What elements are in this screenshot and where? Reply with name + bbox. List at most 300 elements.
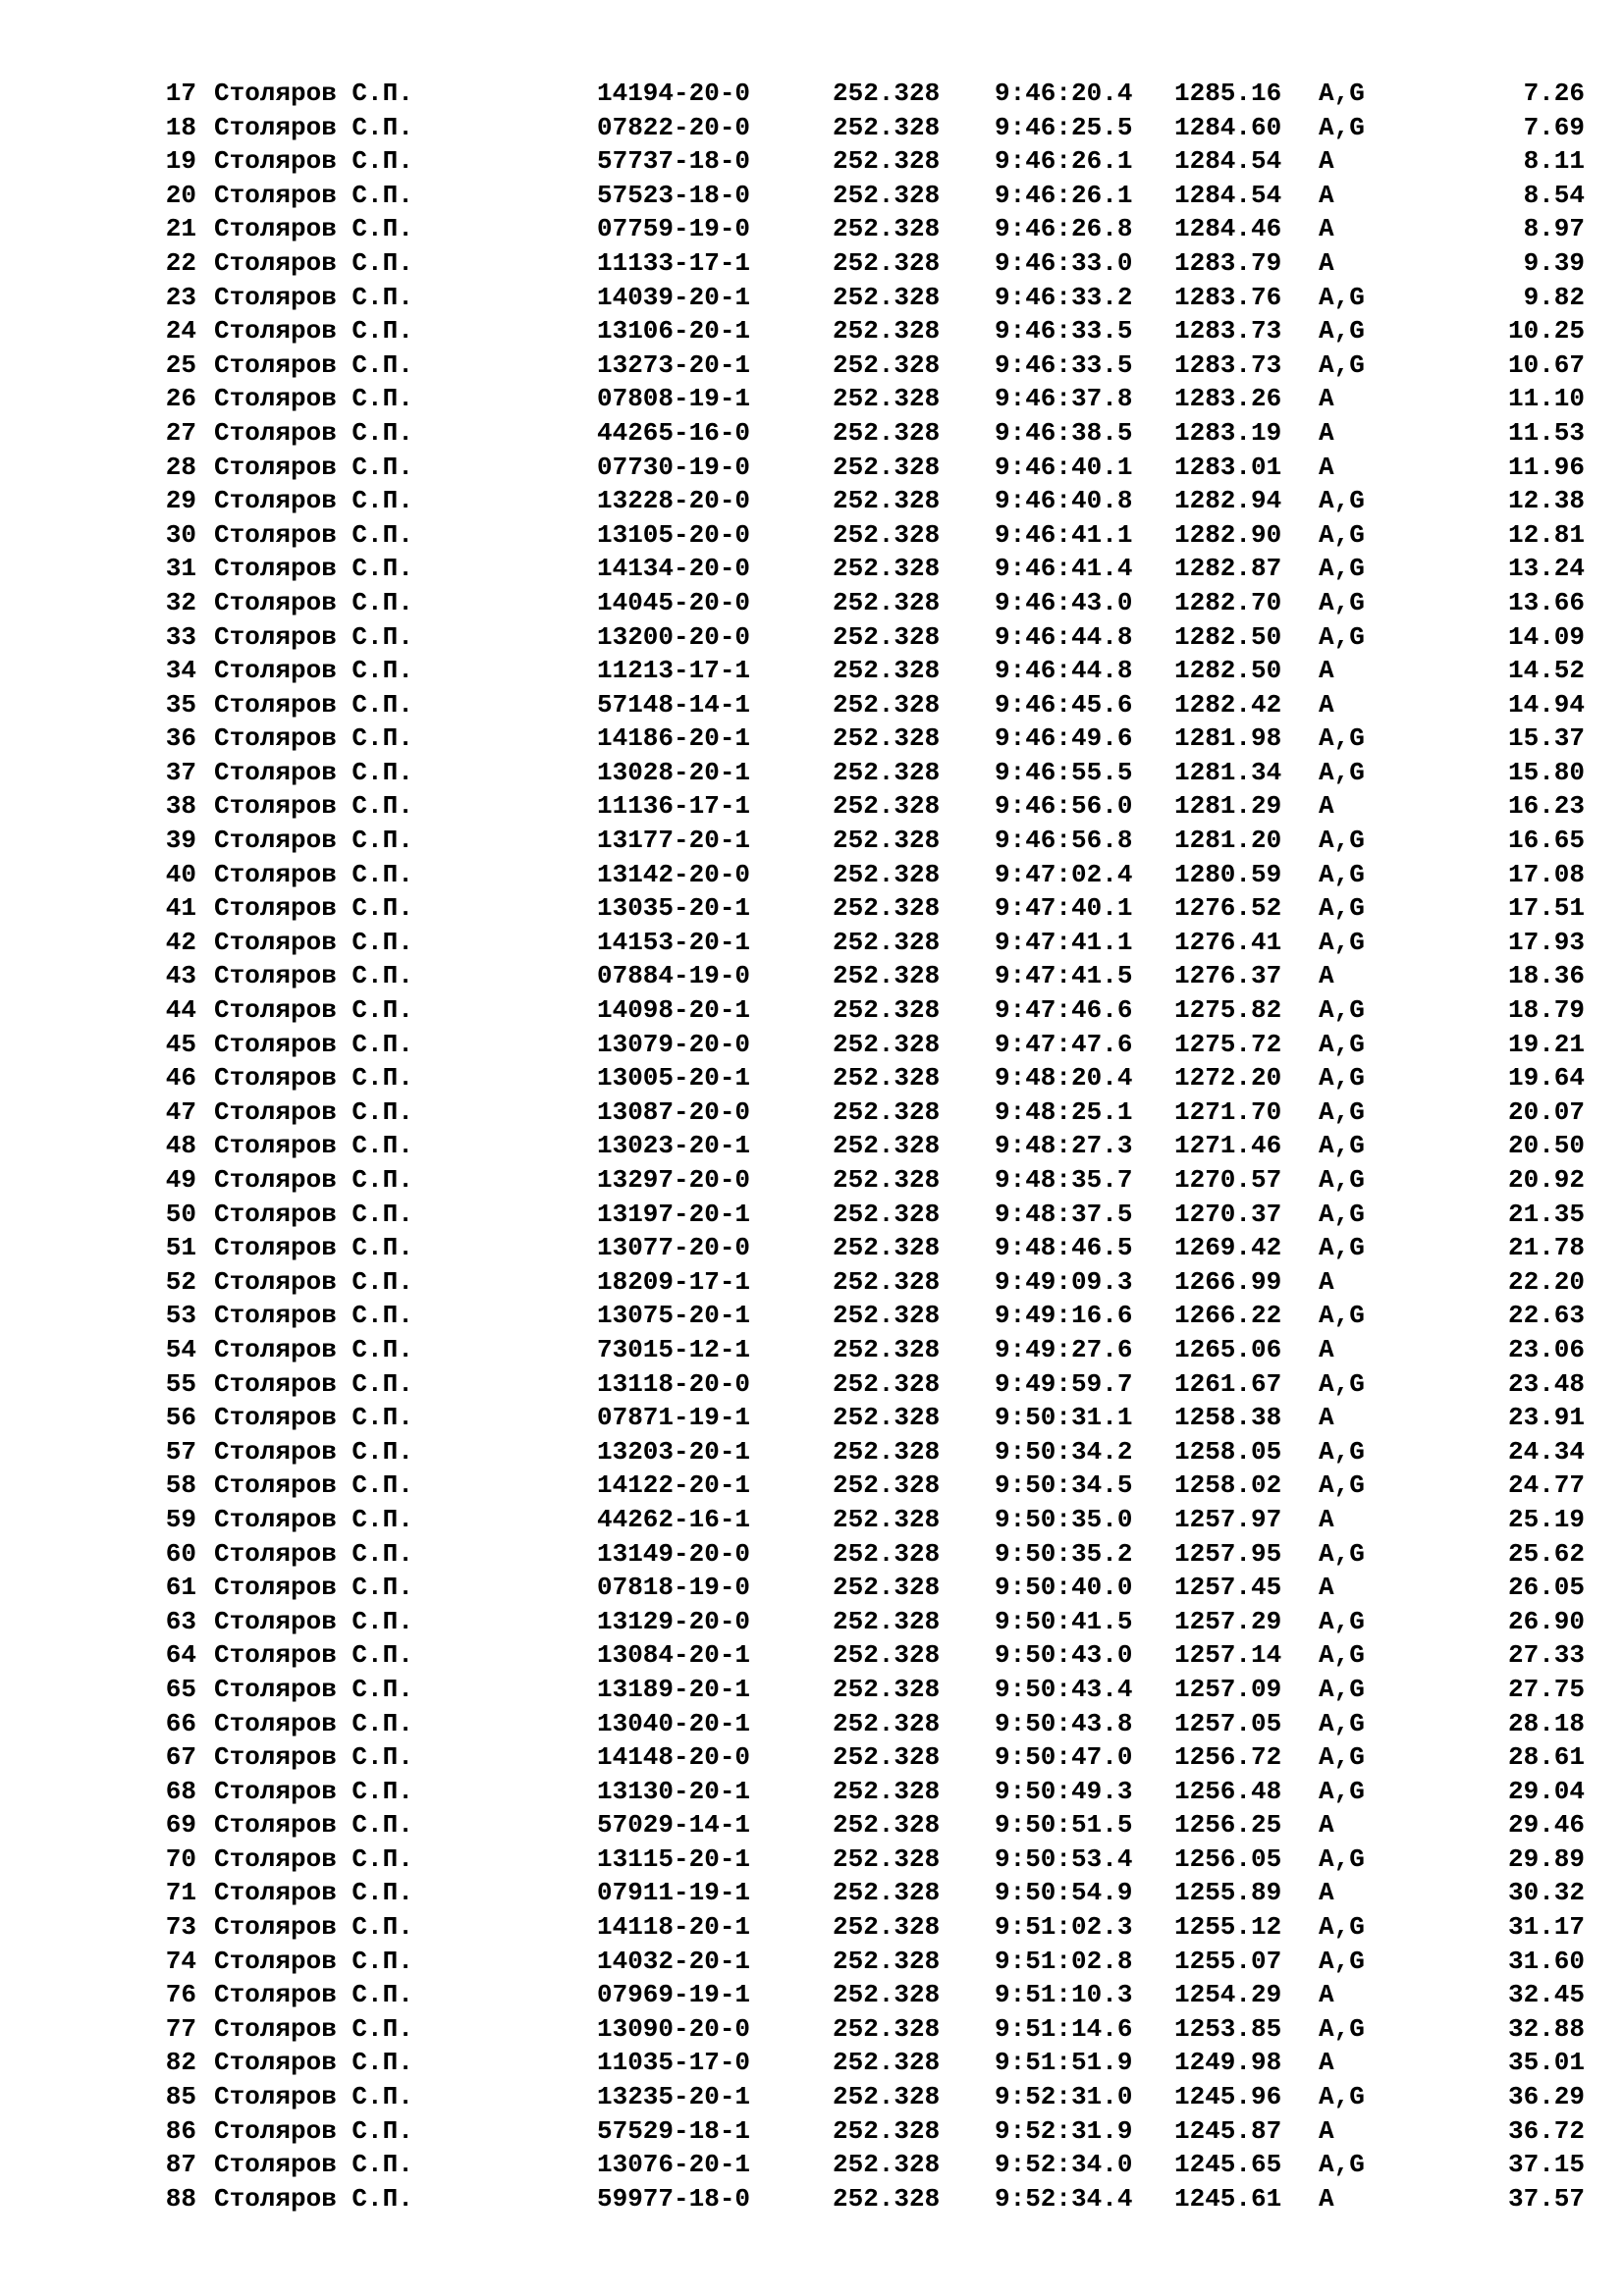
table-row bbox=[0, 1775, 1624, 1809]
points-cell: 28.61 bbox=[1507, 1742, 1585, 1773]
ring-number-cell: 57148-14-1 bbox=[597, 689, 751, 720]
name-cell: Столяров С.П. bbox=[214, 961, 413, 991]
place-cell: 47 bbox=[165, 1096, 196, 1127]
arrival-time-cell: 9:46:40.8 bbox=[995, 486, 1133, 516]
arrival-time-cell: 9:46:33.5 bbox=[995, 316, 1133, 347]
points-cell: 8.11 bbox=[1523, 146, 1585, 177]
name-cell: Столяров С.П. bbox=[214, 1199, 413, 1229]
speed-cell: 1270.57 bbox=[1174, 1165, 1282, 1195]
ring-number-cell: 11035-17-0 bbox=[597, 2048, 751, 2078]
flags-cell: A,G bbox=[1319, 349, 1365, 380]
place-cell: 43 bbox=[165, 961, 196, 991]
place-cell: 51 bbox=[165, 1233, 196, 1263]
place-cell: 20 bbox=[165, 180, 196, 210]
distance-cell: 252.328 bbox=[833, 1403, 941, 1433]
name-cell: Столяров С.П. bbox=[214, 1334, 413, 1364]
points-cell: 25.19 bbox=[1507, 1504, 1585, 1534]
name-cell: Столяров С.П. bbox=[214, 1708, 413, 1738]
points-cell: 21.35 bbox=[1507, 1199, 1585, 1229]
speed-cell: 1276.41 bbox=[1174, 927, 1282, 957]
place-cell: 64 bbox=[165, 1640, 196, 1671]
points-cell: 32.45 bbox=[1507, 1980, 1585, 2010]
arrival-time-cell: 9:50:43.0 bbox=[995, 1640, 1133, 1671]
ring-number-cell: 13235-20-1 bbox=[597, 2082, 751, 2112]
ring-number-cell: 13028-20-1 bbox=[597, 757, 751, 787]
flags-cell: A bbox=[1319, 2048, 1334, 2078]
name-cell: Столяров С.П. bbox=[214, 2013, 413, 2044]
place-cell: 65 bbox=[165, 1674, 196, 1704]
arrival-time-cell: 9:46:20.4 bbox=[995, 79, 1133, 108]
name-cell: Столяров С.П. bbox=[214, 1843, 413, 1874]
flags-cell: A,G bbox=[1319, 1233, 1365, 1263]
place-cell: 59 bbox=[165, 1504, 196, 1534]
place-cell: 25 bbox=[165, 349, 196, 380]
ring-number-cell: 07808-19-1 bbox=[597, 384, 751, 414]
distance-cell: 252.328 bbox=[833, 1606, 941, 1636]
name-cell: Столяров С.П. bbox=[214, 1233, 413, 1263]
name-cell: Столяров С.П. bbox=[214, 723, 413, 754]
points-cell: 26.90 bbox=[1507, 1606, 1585, 1636]
distance-cell: 252.328 bbox=[833, 417, 941, 448]
points-cell: 17.08 bbox=[1507, 859, 1585, 889]
ring-number-cell: 13090-20-0 bbox=[597, 2013, 751, 2044]
ring-number-cell: 44265-16-0 bbox=[597, 417, 751, 448]
name-cell: Столяров С.П. bbox=[214, 859, 413, 889]
ring-number-cell: 13197-20-1 bbox=[597, 1199, 751, 1229]
speed-cell: 1282.87 bbox=[1174, 554, 1282, 584]
distance-cell: 252.328 bbox=[833, 826, 941, 856]
ring-number-cell: 13130-20-1 bbox=[597, 1776, 751, 1806]
flags-cell: A bbox=[1319, 146, 1334, 177]
place-cell: 87 bbox=[165, 2150, 196, 2180]
distance-cell: 252.328 bbox=[833, 1538, 941, 1569]
table-row bbox=[0, 1265, 1624, 1300]
points-cell: 24.77 bbox=[1507, 1470, 1585, 1501]
ring-number-cell: 07884-19-0 bbox=[597, 961, 751, 991]
points-cell: 24.34 bbox=[1507, 1436, 1585, 1467]
place-cell: 39 bbox=[165, 826, 196, 856]
ring-number-cell: 59977-18-0 bbox=[597, 2183, 751, 2214]
flags-cell: A bbox=[1319, 1403, 1334, 1433]
distance-cell: 252.328 bbox=[833, 859, 941, 889]
arrival-time-cell: 9:50:41.5 bbox=[995, 1606, 1133, 1636]
arrival-time-cell: 9:46:49.6 bbox=[995, 723, 1133, 754]
flags-cell: A,G bbox=[1319, 1946, 1365, 1976]
table-row bbox=[0, 246, 1624, 281]
arrival-time-cell: 9:50:53.4 bbox=[995, 1843, 1133, 1874]
speed-cell: 1258.02 bbox=[1174, 1470, 1282, 1501]
name-cell: Столяров С.П. bbox=[214, 1538, 413, 1569]
name-cell: Столяров С.П. bbox=[214, 995, 413, 1026]
points-cell: 27.75 bbox=[1507, 1674, 1585, 1704]
distance-cell: 252.328 bbox=[833, 112, 941, 142]
speed-cell: 1257.14 bbox=[1174, 1640, 1282, 1671]
ring-number-cell: 13203-20-1 bbox=[597, 1436, 751, 1467]
place-cell: 18 bbox=[165, 112, 196, 142]
table-row bbox=[0, 1401, 1624, 1435]
table-row bbox=[0, 2148, 1624, 2182]
arrival-time-cell: 9:46:33.2 bbox=[995, 282, 1133, 312]
name-cell: Столяров С.П. bbox=[214, 791, 413, 822]
table-row bbox=[0, 348, 1624, 383]
flags-cell: A,G bbox=[1319, 1029, 1365, 1059]
ring-number-cell: 14098-20-1 bbox=[597, 995, 751, 1026]
name-cell: Столяров С.П. bbox=[214, 757, 413, 787]
name-cell: Столяров С.П. bbox=[214, 247, 413, 278]
distance-cell: 252.328 bbox=[833, 723, 941, 754]
speed-cell: 1265.06 bbox=[1174, 1334, 1282, 1364]
place-cell: 86 bbox=[165, 2115, 196, 2146]
points-cell: 19.64 bbox=[1507, 1063, 1585, 1094]
distance-cell: 252.328 bbox=[833, 791, 941, 822]
distance-cell: 252.328 bbox=[833, 2082, 941, 2112]
table-row bbox=[0, 1061, 1624, 1095]
distance-cell: 252.328 bbox=[833, 2183, 941, 2214]
points-cell: 27.33 bbox=[1507, 1640, 1585, 1671]
distance-cell: 252.328 bbox=[833, 1504, 941, 1534]
distance-cell: 252.328 bbox=[833, 452, 941, 482]
points-cell: 29.46 bbox=[1507, 1810, 1585, 1841]
points-cell: 13.24 bbox=[1507, 554, 1585, 584]
table-row bbox=[0, 382, 1624, 416]
arrival-time-cell: 9:51:14.6 bbox=[995, 2013, 1133, 2044]
arrival-time-cell: 9:50:43.8 bbox=[995, 1708, 1133, 1738]
flags-cell: A,G bbox=[1319, 1470, 1365, 1501]
speed-cell: 1284.54 bbox=[1174, 180, 1282, 210]
flags-cell: A,G bbox=[1319, 554, 1365, 584]
flags-cell: A,G bbox=[1319, 112, 1365, 142]
points-cell: 21.78 bbox=[1507, 1233, 1585, 1263]
place-cell: 42 bbox=[165, 927, 196, 957]
distance-cell: 252.328 bbox=[833, 2115, 941, 2146]
arrival-time-cell: 9:46:44.8 bbox=[995, 621, 1133, 652]
points-cell: 37.15 bbox=[1507, 2150, 1585, 2180]
arrival-time-cell: 9:51:10.3 bbox=[995, 1980, 1133, 2010]
table-row bbox=[0, 721, 1624, 756]
place-cell: 57 bbox=[165, 1436, 196, 1467]
name-cell: Столяров С.П. bbox=[214, 2150, 413, 2180]
ring-number-cell: 13040-20-1 bbox=[597, 1708, 751, 1738]
name-cell: Столяров С.П. bbox=[214, 1096, 413, 1127]
ring-number-cell: 57737-18-0 bbox=[597, 146, 751, 177]
place-cell: 85 bbox=[165, 2082, 196, 2112]
speed-cell: 1245.87 bbox=[1174, 2115, 1282, 2146]
name-cell: Столяров С.П. bbox=[214, 554, 413, 584]
place-cell: 40 bbox=[165, 859, 196, 889]
table-row bbox=[0, 179, 1624, 213]
name-cell: Столяров С.П. bbox=[214, 1946, 413, 1976]
name-cell: Столяров С.П. bbox=[214, 282, 413, 312]
arrival-time-cell: 9:50:35.2 bbox=[995, 1538, 1133, 1569]
arrival-time-cell: 9:48:20.4 bbox=[995, 1063, 1133, 1094]
distance-cell: 252.328 bbox=[833, 146, 941, 177]
ring-number-cell: 13075-20-1 bbox=[597, 1301, 751, 1331]
speed-cell: 1283.76 bbox=[1174, 282, 1282, 312]
ring-number-cell: 14134-20-0 bbox=[597, 554, 751, 584]
place-cell: 44 bbox=[165, 995, 196, 1026]
table-row bbox=[0, 281, 1624, 315]
table-row bbox=[0, 1129, 1624, 1163]
ring-number-cell: 13115-20-1 bbox=[597, 1843, 751, 1874]
name-cell: Столяров С.П. bbox=[214, 1606, 413, 1636]
table-row bbox=[0, 1740, 1624, 1775]
table-row bbox=[0, 858, 1624, 892]
points-cell: 37.57 bbox=[1507, 2183, 1585, 2214]
speed-cell: 1271.70 bbox=[1174, 1096, 1282, 1127]
arrival-time-cell: 9:47:41.1 bbox=[995, 927, 1133, 957]
speed-cell: 1269.42 bbox=[1174, 1233, 1282, 1263]
place-cell: 31 bbox=[165, 554, 196, 584]
name-cell: Столяров С.П. bbox=[214, 452, 413, 482]
arrival-time-cell: 9:52:31.9 bbox=[995, 2115, 1133, 2146]
speed-cell: 1281.20 bbox=[1174, 826, 1282, 856]
table-row bbox=[0, 1605, 1624, 1639]
points-cell: 17.93 bbox=[1507, 927, 1585, 957]
place-cell: 37 bbox=[165, 757, 196, 787]
flags-cell: A,G bbox=[1319, 1742, 1365, 1773]
flags-cell: A bbox=[1319, 2183, 1334, 2214]
distance-cell: 252.328 bbox=[833, 893, 941, 924]
points-cell: 32.88 bbox=[1507, 2013, 1585, 2044]
place-cell: 21 bbox=[165, 214, 196, 244]
points-cell: 9.82 bbox=[1523, 282, 1585, 312]
flags-cell: A bbox=[1319, 656, 1334, 686]
speed-cell: 1261.67 bbox=[1174, 1368, 1282, 1399]
place-cell: 67 bbox=[165, 1742, 196, 1773]
name-cell: Столяров С.П. bbox=[214, 316, 413, 347]
flags-cell: A,G bbox=[1319, 757, 1365, 787]
name-cell: Столяров С.П. bbox=[214, 79, 413, 108]
place-cell: 53 bbox=[165, 1301, 196, 1331]
points-cell: 15.80 bbox=[1507, 757, 1585, 787]
points-cell: 7.69 bbox=[1523, 112, 1585, 142]
table-row bbox=[0, 1468, 1624, 1503]
speed-cell: 1249.98 bbox=[1174, 2048, 1282, 2078]
place-cell: 29 bbox=[165, 486, 196, 516]
speed-cell: 1283.26 bbox=[1174, 384, 1282, 414]
ring-number-cell: 07730-19-0 bbox=[597, 452, 751, 482]
distance-cell: 252.328 bbox=[833, 656, 941, 686]
table-row bbox=[0, 1707, 1624, 1741]
distance-cell: 252.328 bbox=[833, 757, 941, 787]
points-cell: 29.89 bbox=[1507, 1843, 1585, 1874]
speed-cell: 1272.20 bbox=[1174, 1063, 1282, 1094]
table-row bbox=[0, 1163, 1624, 1198]
place-cell: 73 bbox=[165, 1912, 196, 1943]
flags-cell: A,G bbox=[1319, 1131, 1365, 1161]
arrival-time-cell: 9:46:41.4 bbox=[995, 554, 1133, 584]
name-cell: Столяров С.П. bbox=[214, 1810, 413, 1841]
distance-cell: 252.328 bbox=[833, 316, 941, 347]
arrival-time-cell: 9:46:38.5 bbox=[995, 417, 1133, 448]
distance-cell: 252.328 bbox=[833, 2048, 941, 2078]
name-cell: Столяров С.П. bbox=[214, 384, 413, 414]
name-cell: Столяров С.П. bbox=[214, 1436, 413, 1467]
table-row bbox=[0, 2114, 1624, 2149]
distance-cell: 252.328 bbox=[833, 1063, 941, 1094]
distance-cell: 252.328 bbox=[833, 689, 941, 720]
arrival-time-cell: 9:47:02.4 bbox=[995, 859, 1133, 889]
ring-number-cell: 13079-20-0 bbox=[597, 1029, 751, 1059]
distance-cell: 252.328 bbox=[833, 1096, 941, 1127]
distance-cell: 252.328 bbox=[833, 621, 941, 652]
table-row bbox=[0, 824, 1624, 858]
points-cell: 7.26 bbox=[1523, 79, 1585, 108]
speed-cell: 1282.90 bbox=[1174, 519, 1282, 550]
points-cell: 22.20 bbox=[1507, 1266, 1585, 1297]
name-cell: Столяров С.П. bbox=[214, 519, 413, 550]
points-cell: 20.50 bbox=[1507, 1131, 1585, 1161]
arrival-time-cell: 9:46:41.1 bbox=[995, 519, 1133, 550]
place-cell: 35 bbox=[165, 689, 196, 720]
arrival-time-cell: 9:49:16.6 bbox=[995, 1301, 1133, 1331]
place-cell: 49 bbox=[165, 1165, 196, 1195]
points-cell: 14.09 bbox=[1507, 621, 1585, 652]
table-row bbox=[0, 77, 1624, 111]
place-cell: 74 bbox=[165, 1946, 196, 1976]
points-cell: 16.23 bbox=[1507, 791, 1585, 822]
table-row bbox=[0, 416, 1624, 451]
table-row bbox=[0, 314, 1624, 348]
flags-cell: A bbox=[1319, 689, 1334, 720]
place-cell: 26 bbox=[165, 384, 196, 414]
flags-cell: A,G bbox=[1319, 2082, 1365, 2112]
table-row bbox=[0, 959, 1624, 993]
speed-cell: 1275.72 bbox=[1174, 1029, 1282, 1059]
table-row bbox=[0, 1503, 1624, 1537]
speed-cell: 1255.89 bbox=[1174, 1878, 1282, 1908]
ring-number-cell: 13177-20-1 bbox=[597, 826, 751, 856]
arrival-time-cell: 9:46:56.8 bbox=[995, 826, 1133, 856]
points-cell: 18.79 bbox=[1507, 995, 1585, 1026]
distance-cell: 252.328 bbox=[833, 486, 941, 516]
table-row bbox=[0, 451, 1624, 485]
flags-cell: A,G bbox=[1319, 621, 1365, 652]
speed-cell: 1275.82 bbox=[1174, 995, 1282, 1026]
ring-number-cell: 14118-20-1 bbox=[597, 1912, 751, 1943]
name-cell: Столяров С.П. bbox=[214, 1301, 413, 1331]
flags-cell: A bbox=[1319, 247, 1334, 278]
name-cell: Столяров С.П. bbox=[214, 1131, 413, 1161]
arrival-time-cell: 9:50:49.3 bbox=[995, 1776, 1133, 1806]
distance-cell: 252.328 bbox=[833, 1980, 941, 2010]
distance-cell: 252.328 bbox=[833, 180, 941, 210]
speed-cell: 1266.22 bbox=[1174, 1301, 1282, 1331]
arrival-time-cell: 9:52:34.4 bbox=[995, 2183, 1133, 2214]
speed-cell: 1283.01 bbox=[1174, 452, 1282, 482]
speed-cell: 1256.25 bbox=[1174, 1810, 1282, 1841]
arrival-time-cell: 9:50:54.9 bbox=[995, 1878, 1133, 1908]
table-row bbox=[0, 1537, 1624, 1572]
name-cell: Столяров С.П. bbox=[214, 1980, 413, 2010]
table-row bbox=[0, 1435, 1624, 1469]
ring-number-cell: 57529-18-1 bbox=[597, 2115, 751, 2146]
ring-number-cell: 44262-16-1 bbox=[597, 1504, 751, 1534]
distance-cell: 252.328 bbox=[833, 554, 941, 584]
flags-cell: A bbox=[1319, 1266, 1334, 1297]
table-row bbox=[0, 2080, 1624, 2114]
place-cell: 41 bbox=[165, 893, 196, 924]
table-row bbox=[0, 144, 1624, 179]
points-cell: 15.37 bbox=[1507, 723, 1585, 754]
speed-cell: 1257.97 bbox=[1174, 1504, 1282, 1534]
results-table bbox=[0, 77, 1624, 2216]
name-cell: Столяров С.П. bbox=[214, 180, 413, 210]
name-cell: Столяров С.П. bbox=[214, 349, 413, 380]
name-cell: Столяров С.П. bbox=[214, 214, 413, 244]
distance-cell: 252.328 bbox=[833, 1674, 941, 1704]
flags-cell: A,G bbox=[1319, 486, 1365, 516]
name-cell: Столяров С.П. bbox=[214, 417, 413, 448]
speed-cell: 1257.45 bbox=[1174, 1573, 1282, 1603]
speed-cell: 1281.34 bbox=[1174, 757, 1282, 787]
ring-number-cell: 13087-20-0 bbox=[597, 1096, 751, 1127]
table-row bbox=[0, 2046, 1624, 2080]
place-cell: 55 bbox=[165, 1368, 196, 1399]
distance-cell: 252.328 bbox=[833, 1233, 941, 1263]
arrival-time-cell: 9:48:27.3 bbox=[995, 1131, 1133, 1161]
name-cell: Столяров С.П. bbox=[214, 112, 413, 142]
name-cell: Столяров С.П. bbox=[214, 1368, 413, 1399]
speed-cell: 1283.73 bbox=[1174, 349, 1282, 380]
arrival-time-cell: 9:52:31.0 bbox=[995, 2082, 1133, 2112]
ring-number-cell: 14186-20-1 bbox=[597, 723, 751, 754]
flags-cell: A,G bbox=[1319, 826, 1365, 856]
speed-cell: 1257.09 bbox=[1174, 1674, 1282, 1704]
flags-cell: A,G bbox=[1319, 1912, 1365, 1943]
points-cell: 31.17 bbox=[1507, 1912, 1585, 1943]
table-row bbox=[0, 1808, 1624, 1842]
name-cell: Столяров С.П. bbox=[214, 656, 413, 686]
distance-cell: 252.328 bbox=[833, 1640, 941, 1671]
speed-cell: 1283.73 bbox=[1174, 316, 1282, 347]
distance-cell: 252.328 bbox=[833, 1776, 941, 1806]
arrival-time-cell: 9:50:34.5 bbox=[995, 1470, 1133, 1501]
speed-cell: 1255.12 bbox=[1174, 1912, 1282, 1943]
speed-cell: 1255.07 bbox=[1174, 1946, 1282, 1976]
place-cell: 88 bbox=[165, 2183, 196, 2214]
arrival-time-cell: 9:46:44.8 bbox=[995, 656, 1133, 686]
ring-number-cell: 07759-19-0 bbox=[597, 214, 751, 244]
ring-number-cell: 13105-20-0 bbox=[597, 519, 751, 550]
arrival-time-cell: 9:46:40.1 bbox=[995, 452, 1133, 482]
points-cell: 28.18 bbox=[1507, 1708, 1585, 1738]
arrival-time-cell: 9:47:40.1 bbox=[995, 893, 1133, 924]
distance-cell: 252.328 bbox=[833, 1912, 941, 1943]
place-cell: 60 bbox=[165, 1538, 196, 1569]
points-cell: 12.38 bbox=[1507, 486, 1585, 516]
table-row bbox=[0, 2182, 1624, 2216]
place-cell: 28 bbox=[165, 452, 196, 482]
place-cell: 77 bbox=[165, 2013, 196, 2044]
distance-cell: 252.328 bbox=[833, 1165, 941, 1195]
table-row bbox=[0, 1571, 1624, 1605]
distance-cell: 252.328 bbox=[833, 247, 941, 278]
points-cell: 16.65 bbox=[1507, 826, 1585, 856]
arrival-time-cell: 9:51:51.9 bbox=[995, 2048, 1133, 2078]
points-cell: 17.51 bbox=[1507, 893, 1585, 924]
distance-cell: 252.328 bbox=[833, 1878, 941, 1908]
points-cell: 11.96 bbox=[1507, 452, 1585, 482]
table-row bbox=[0, 1231, 1624, 1265]
arrival-time-cell: 9:46:26.1 bbox=[995, 180, 1133, 210]
table-row bbox=[0, 654, 1624, 688]
name-cell: Столяров С.П. bbox=[214, 893, 413, 924]
place-cell: 23 bbox=[165, 282, 196, 312]
arrival-time-cell: 9:46:43.0 bbox=[995, 587, 1133, 617]
arrival-time-cell: 9:49:59.7 bbox=[995, 1368, 1133, 1399]
name-cell: Столяров С.П. bbox=[214, 2048, 413, 2078]
